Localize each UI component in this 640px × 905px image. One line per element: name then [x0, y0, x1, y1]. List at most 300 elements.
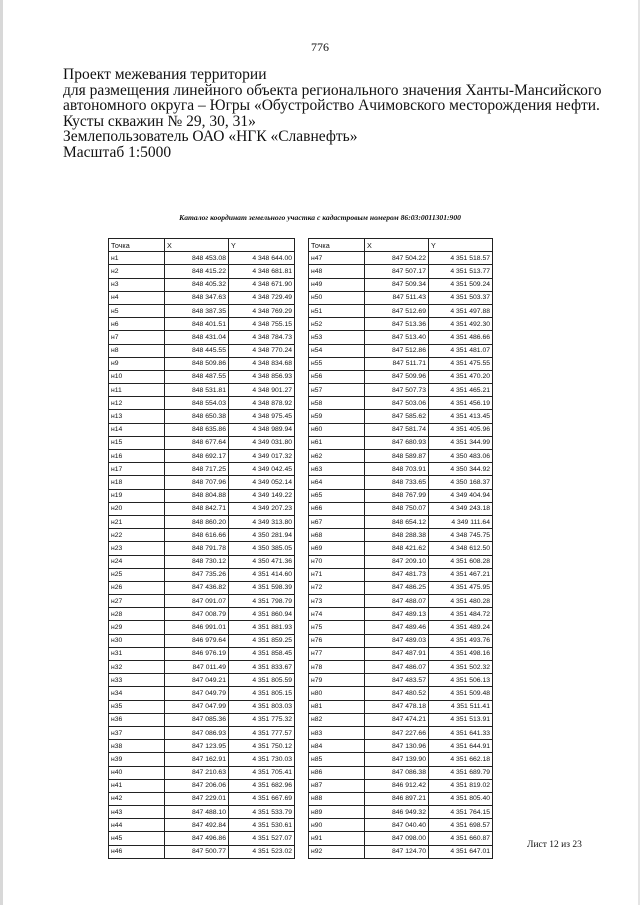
x-cell: 846 976.19 — [165, 647, 229, 660]
point-cell: н47 — [309, 252, 365, 265]
x-cell: 847 513.36 — [365, 318, 429, 331]
point-cell: н69 — [309, 542, 365, 555]
point-cell: н73 — [309, 595, 365, 608]
y-cell: 4 351 662.18 — [429, 753, 493, 766]
x-cell: 848 842.71 — [165, 502, 229, 515]
y-cell: 4 351 503.37 — [429, 291, 493, 304]
point-cell: н85 — [309, 753, 365, 766]
y-cell: 4 351 511.41 — [429, 700, 493, 713]
point-cell: н21 — [109, 515, 165, 528]
point-cell: н54 — [309, 344, 365, 357]
y-cell: 4 351 775.32 — [229, 713, 295, 726]
y-cell: 4 351 489.24 — [429, 621, 493, 634]
x-cell: 848 421.62 — [365, 542, 429, 555]
point-cell: н14 — [109, 423, 165, 436]
x-cell: 848 804.88 — [165, 489, 229, 502]
point-cell: н50 — [309, 291, 365, 304]
x-cell: 847 474.21 — [365, 713, 429, 726]
point-cell: н43 — [109, 806, 165, 819]
point-cell: н92 — [309, 845, 365, 858]
point-cell: н4 — [109, 291, 165, 304]
point-cell: н88 — [309, 792, 365, 805]
y-cell: 4 351 513.91 — [429, 713, 493, 726]
catalog-caption: Каталог координат земельного участка с кадастровым номером 86:03:0011301:900 — [179, 213, 461, 222]
point-cell: н60 — [309, 423, 365, 436]
x-cell: 847 124.70 — [365, 845, 429, 858]
point-cell: н68 — [309, 529, 365, 542]
y-cell: 4 348 769.29 — [229, 304, 295, 317]
point-cell: н29 — [109, 621, 165, 634]
y-cell: 4 351 506.13 — [429, 674, 493, 687]
y-cell: 4 348 878.92 — [229, 397, 295, 410]
x-cell: 847 512.86 — [365, 344, 429, 357]
y-cell: 4 351 344.99 — [429, 436, 493, 449]
table-row — [309, 700, 493, 713]
coordinates-table-left — [108, 238, 295, 859]
y-cell: 4 348 729.49 — [229, 291, 295, 304]
y-cell: 4 351 484.72 — [429, 608, 493, 621]
point-cell: н34 — [109, 687, 165, 700]
x-cell: 847 139.90 — [365, 753, 429, 766]
point-cell: н91 — [309, 832, 365, 845]
point-cell: н22 — [109, 529, 165, 542]
y-cell: 4 351 881.93 — [229, 621, 295, 634]
point-cell: н32 — [109, 661, 165, 674]
x-cell: 848 531.81 — [165, 384, 229, 397]
point-cell: н25 — [109, 568, 165, 581]
y-cell: 4 351 413.45 — [429, 410, 493, 423]
y-cell: 4 349 243.18 — [429, 502, 493, 515]
table-row — [309, 304, 493, 317]
table-row — [309, 766, 493, 779]
table-row — [309, 753, 493, 766]
table-row — [309, 740, 493, 753]
point-cell: н10 — [109, 370, 165, 383]
point-cell: н77 — [309, 647, 365, 660]
point-cell: н2 — [109, 265, 165, 278]
y-cell: 4 351 689.79 — [429, 766, 493, 779]
title-line: Проект межевания территории — [63, 66, 267, 83]
table-row — [309, 608, 493, 621]
y-cell: 4 351 798.79 — [229, 595, 295, 608]
x-cell: 847 229.01 — [165, 792, 229, 805]
x-cell: 847 436.82 — [165, 581, 229, 594]
x-cell: 847 489.46 — [365, 621, 429, 634]
table-row — [109, 555, 295, 568]
point-cell: н61 — [309, 436, 365, 449]
x-cell: 847 507.73 — [365, 384, 429, 397]
y-cell: 4 349 149.22 — [229, 489, 295, 502]
y-cell: 4 351 667.69 — [229, 792, 295, 805]
point-cell: н26 — [109, 581, 165, 594]
header-point: Точка — [109, 239, 165, 252]
point-cell: н79 — [309, 674, 365, 687]
y-cell: 4 348 681.81 — [229, 265, 295, 278]
x-cell: 847 209.10 — [365, 555, 429, 568]
x-cell: 848 589.87 — [365, 450, 429, 463]
y-cell: 4 348 755.15 — [229, 318, 295, 331]
page-number: 776 — [311, 40, 329, 54]
y-cell: 4 351 803.03 — [229, 700, 295, 713]
point-cell: н27 — [109, 595, 165, 608]
point-cell: н36 — [109, 713, 165, 726]
table-row — [309, 529, 493, 542]
y-cell: 4 351 805.40 — [429, 792, 493, 805]
x-cell: 847 086.38 — [365, 766, 429, 779]
point-cell: н15 — [109, 436, 165, 449]
x-cell: 848 703.91 — [365, 463, 429, 476]
x-cell: 847 487.91 — [365, 647, 429, 660]
x-cell: 847 513.40 — [365, 331, 429, 344]
y-cell: 4 349 052.14 — [229, 476, 295, 489]
table-row — [309, 344, 493, 357]
table-row — [109, 674, 295, 687]
table-row — [309, 845, 493, 858]
x-cell: 847 162.91 — [165, 753, 229, 766]
table-row — [309, 436, 493, 449]
table-row — [109, 792, 295, 805]
table-row — [109, 687, 295, 700]
y-cell: 4 350 471.36 — [229, 555, 295, 568]
x-cell: 848 717.25 — [165, 463, 229, 476]
point-cell: н41 — [109, 779, 165, 792]
x-cell: 848 347.63 — [165, 291, 229, 304]
table-row — [109, 568, 295, 581]
point-cell: н35 — [109, 700, 165, 713]
x-cell: 847 049.79 — [165, 687, 229, 700]
y-cell: 4 351 509.24 — [429, 278, 493, 291]
point-cell: н9 — [109, 357, 165, 370]
x-cell: 847 040.40 — [365, 819, 429, 832]
x-cell: 847 680.93 — [365, 436, 429, 449]
y-cell: 4 351 497.88 — [429, 304, 493, 317]
x-cell: 847 486.25 — [365, 581, 429, 594]
table-row — [309, 687, 493, 700]
table-row — [109, 581, 295, 594]
x-cell: 847 489.03 — [365, 634, 429, 647]
y-cell: 4 349 031.80 — [229, 436, 295, 449]
x-cell: 847 512.69 — [365, 304, 429, 317]
y-cell: 4 348 770.24 — [229, 344, 295, 357]
table-row — [109, 515, 295, 528]
y-cell: 4 351 641.33 — [429, 726, 493, 739]
point-cell: н11 — [109, 384, 165, 397]
x-cell: 847 509.34 — [365, 278, 429, 291]
point-cell: н52 — [309, 318, 365, 331]
y-cell: 4 351 608.28 — [429, 555, 493, 568]
x-cell: 847 011.49 — [165, 661, 229, 674]
table-row — [109, 384, 295, 397]
x-cell: 847 091.07 — [165, 595, 229, 608]
x-cell: 848 750.07 — [365, 502, 429, 515]
table-row — [109, 502, 295, 515]
x-cell: 848 860.20 — [165, 515, 229, 528]
x-cell: 847 488.07 — [365, 595, 429, 608]
x-cell: 848 791.78 — [165, 542, 229, 555]
table-row — [109, 423, 295, 436]
table-row — [309, 621, 493, 634]
y-cell: 4 349 313.80 — [229, 515, 295, 528]
table-row — [109, 634, 295, 647]
x-cell: 847 047.99 — [165, 700, 229, 713]
table-row — [109, 726, 295, 739]
point-cell: н76 — [309, 634, 365, 647]
y-cell: 4 351 530.61 — [229, 819, 295, 832]
y-cell: 4 349 017.32 — [229, 450, 295, 463]
table-row — [309, 384, 493, 397]
x-cell: 847 486.07 — [365, 661, 429, 674]
point-cell: н16 — [109, 450, 165, 463]
x-cell: 847 581.74 — [365, 423, 429, 436]
point-cell: н23 — [109, 542, 165, 555]
table-row — [109, 529, 295, 542]
table-row — [109, 318, 295, 331]
y-cell: 4 349 404.94 — [429, 489, 493, 502]
title-line: для размещения линейного объекта регионального значения Ханты-Мансийского — [63, 81, 602, 99]
table-row — [109, 713, 295, 726]
y-cell: 4 351 456.19 — [429, 397, 493, 410]
x-cell: 847 511.43 — [365, 291, 429, 304]
point-cell: н82 — [309, 713, 365, 726]
y-cell: 4 349 207.23 — [229, 502, 295, 515]
y-cell: 4 351 777.57 — [229, 726, 295, 739]
x-cell: 848 445.55 — [165, 344, 229, 357]
y-cell: 4 348 901.27 — [229, 384, 295, 397]
table-row — [309, 726, 493, 739]
title-line: Землепользователь ОАО «НГК «Славнефть» — [63, 128, 358, 146]
point-cell: н38 — [109, 740, 165, 753]
y-cell: 4 351 647.01 — [429, 845, 493, 858]
point-cell: н19 — [109, 489, 165, 502]
table-row — [109, 595, 295, 608]
x-cell: 848 692.17 — [165, 450, 229, 463]
x-cell: 847 500.77 — [165, 845, 229, 858]
table-row — [309, 819, 493, 832]
point-cell: н6 — [109, 318, 165, 331]
x-cell: 848 487.55 — [165, 370, 229, 383]
x-cell: 847 496.86 — [165, 832, 229, 845]
y-cell: 4 350 168.37 — [429, 476, 493, 489]
point-cell: н58 — [309, 397, 365, 410]
point-cell: н5 — [109, 304, 165, 317]
title-line: Масштаб 1:5000 — [63, 143, 172, 161]
x-cell: 848 677.64 — [165, 436, 229, 449]
table-row — [109, 410, 295, 423]
x-cell: 847 488.10 — [165, 806, 229, 819]
x-cell: 848 453.08 — [165, 252, 229, 265]
table-row — [109, 489, 295, 502]
table-row — [309, 278, 493, 291]
table-row — [109, 819, 295, 832]
y-cell: 4 351 833.67 — [229, 661, 295, 674]
x-cell: 848 405.32 — [165, 278, 229, 291]
x-cell: 846 991.01 — [165, 621, 229, 634]
title-line: автономного округа – Югры «Обустройство Ачимовского месторождения нефти. — [63, 97, 600, 115]
x-cell: 848 509.86 — [165, 357, 229, 370]
point-cell: н48 — [309, 265, 365, 278]
table-row — [109, 700, 295, 713]
x-cell: 847 210.63 — [165, 766, 229, 779]
table-row — [109, 779, 295, 792]
x-cell: 848 654.12 — [365, 515, 429, 528]
y-cell: 4 351 405.96 — [429, 423, 493, 436]
y-cell: 4 351 805.15 — [229, 687, 295, 700]
table-row — [109, 608, 295, 621]
page-edge-shadow — [0, 0, 3, 905]
table-row — [309, 661, 493, 674]
x-cell: 848 650.38 — [165, 410, 229, 423]
y-cell: 4 348 671.90 — [229, 278, 295, 291]
y-cell: 4 351 598.39 — [229, 581, 295, 594]
y-cell: 4 351 509.48 — [429, 687, 493, 700]
x-cell: 847 504.22 — [365, 252, 429, 265]
point-cell: н17 — [109, 463, 165, 476]
point-cell: н83 — [309, 726, 365, 739]
x-cell: 848 767.99 — [365, 489, 429, 502]
y-cell: 4 351 486.66 — [429, 331, 493, 344]
table-row — [309, 397, 493, 410]
y-cell: 4 351 533.79 — [229, 806, 295, 819]
x-cell: 847 008.79 — [165, 608, 229, 621]
table-row — [109, 463, 295, 476]
point-cell: н90 — [309, 819, 365, 832]
table-row — [109, 397, 295, 410]
y-cell: 4 351 764.15 — [429, 806, 493, 819]
x-cell: 847 481.73 — [365, 568, 429, 581]
table-row — [109, 753, 295, 766]
point-cell: н44 — [109, 819, 165, 832]
point-cell: н59 — [309, 410, 365, 423]
y-cell: 4 348 856.93 — [229, 370, 295, 383]
x-cell: 847 489.13 — [365, 608, 429, 621]
point-cell: н49 — [309, 278, 365, 291]
point-cell: н66 — [309, 502, 365, 515]
y-cell: 4 351 698.57 — [429, 819, 493, 832]
table-row — [109, 344, 295, 357]
point-cell: н20 — [109, 502, 165, 515]
table-row — [309, 555, 493, 568]
table-row — [309, 252, 493, 265]
point-cell: н63 — [309, 463, 365, 476]
table-row — [109, 806, 295, 819]
y-cell: 4 351 859.25 — [229, 634, 295, 647]
x-cell: 848 431.04 — [165, 331, 229, 344]
y-cell: 4 348 644.00 — [229, 252, 295, 265]
point-cell: н13 — [109, 410, 165, 423]
point-cell: н40 — [109, 766, 165, 779]
point-cell: н7 — [109, 331, 165, 344]
y-cell: 4 351 682.96 — [229, 779, 295, 792]
table-row — [309, 331, 493, 344]
point-cell: н75 — [309, 621, 365, 634]
point-cell: н64 — [309, 476, 365, 489]
x-cell: 847 049.21 — [165, 674, 229, 687]
x-cell: 846 897.21 — [365, 792, 429, 805]
x-cell: 848 415.22 — [165, 265, 229, 278]
y-cell: 4 351 513.77 — [429, 265, 493, 278]
x-cell: 846 912.42 — [365, 779, 429, 792]
table-row — [309, 370, 493, 383]
x-cell: 847 509.96 — [365, 370, 429, 383]
point-cell: н55 — [309, 357, 365, 370]
table-row — [309, 463, 493, 476]
header-x: X — [365, 239, 429, 252]
table-row — [109, 436, 295, 449]
point-cell: н51 — [309, 304, 365, 317]
x-cell: 847 511.71 — [365, 357, 429, 370]
point-cell: н87 — [309, 779, 365, 792]
x-cell: 848 707.96 — [165, 476, 229, 489]
y-cell: 4 351 730.03 — [229, 753, 295, 766]
point-cell: н42 — [109, 792, 165, 805]
point-cell: н74 — [309, 608, 365, 621]
y-cell: 4 351 493.76 — [429, 634, 493, 647]
x-cell: 848 387.35 — [165, 304, 229, 317]
table-row — [109, 740, 295, 753]
point-cell: н78 — [309, 661, 365, 674]
y-cell: 4 351 660.87 — [429, 832, 493, 845]
table-row — [309, 542, 493, 555]
y-cell: 4 351 465.21 — [429, 384, 493, 397]
x-cell: 847 123.95 — [165, 740, 229, 753]
x-cell: 848 288.38 — [365, 529, 429, 542]
y-cell: 4 349 111.64 — [429, 515, 493, 528]
point-cell: н12 — [109, 397, 165, 410]
point-cell: н70 — [309, 555, 365, 568]
table-row — [109, 845, 295, 858]
table-row — [309, 410, 493, 423]
y-cell: 4 350 344.92 — [429, 463, 493, 476]
point-cell: н24 — [109, 555, 165, 568]
table-header-row — [309, 239, 493, 252]
y-cell: 4 351 475.95 — [429, 581, 493, 594]
y-cell: 4 351 481.07 — [429, 344, 493, 357]
x-cell: 846 979.64 — [165, 634, 229, 647]
header-y: Y — [229, 239, 295, 252]
x-cell: 847 503.06 — [365, 397, 429, 410]
table-row — [309, 674, 493, 687]
y-cell: 4 348 834.68 — [229, 357, 295, 370]
header-y: Y — [429, 239, 493, 252]
table-header-row — [109, 239, 295, 252]
point-cell: н86 — [309, 766, 365, 779]
table-row — [309, 568, 493, 581]
x-cell: 847 086.93 — [165, 726, 229, 739]
table-row — [109, 265, 295, 278]
table-row — [109, 278, 295, 291]
point-cell: н3 — [109, 278, 165, 291]
table-row — [109, 291, 295, 304]
point-cell: н8 — [109, 344, 165, 357]
point-cell: н67 — [309, 515, 365, 528]
y-cell: 4 348 975.45 — [229, 410, 295, 423]
point-cell: н45 — [109, 832, 165, 845]
y-cell: 4 351 502.32 — [429, 661, 493, 674]
point-cell: н72 — [309, 581, 365, 594]
point-cell: н33 — [109, 674, 165, 687]
y-cell: 4 348 745.75 — [429, 529, 493, 542]
y-cell: 4 351 705.41 — [229, 766, 295, 779]
table-row — [309, 779, 493, 792]
point-cell: н30 — [109, 634, 165, 647]
coordinates-table-right — [308, 238, 493, 859]
table-row — [309, 450, 493, 463]
y-cell: 4 348 989.94 — [229, 423, 295, 436]
point-cell: н53 — [309, 331, 365, 344]
y-cell: 4 351 470.20 — [429, 370, 493, 383]
table-row — [109, 647, 295, 660]
table-row — [309, 357, 493, 370]
